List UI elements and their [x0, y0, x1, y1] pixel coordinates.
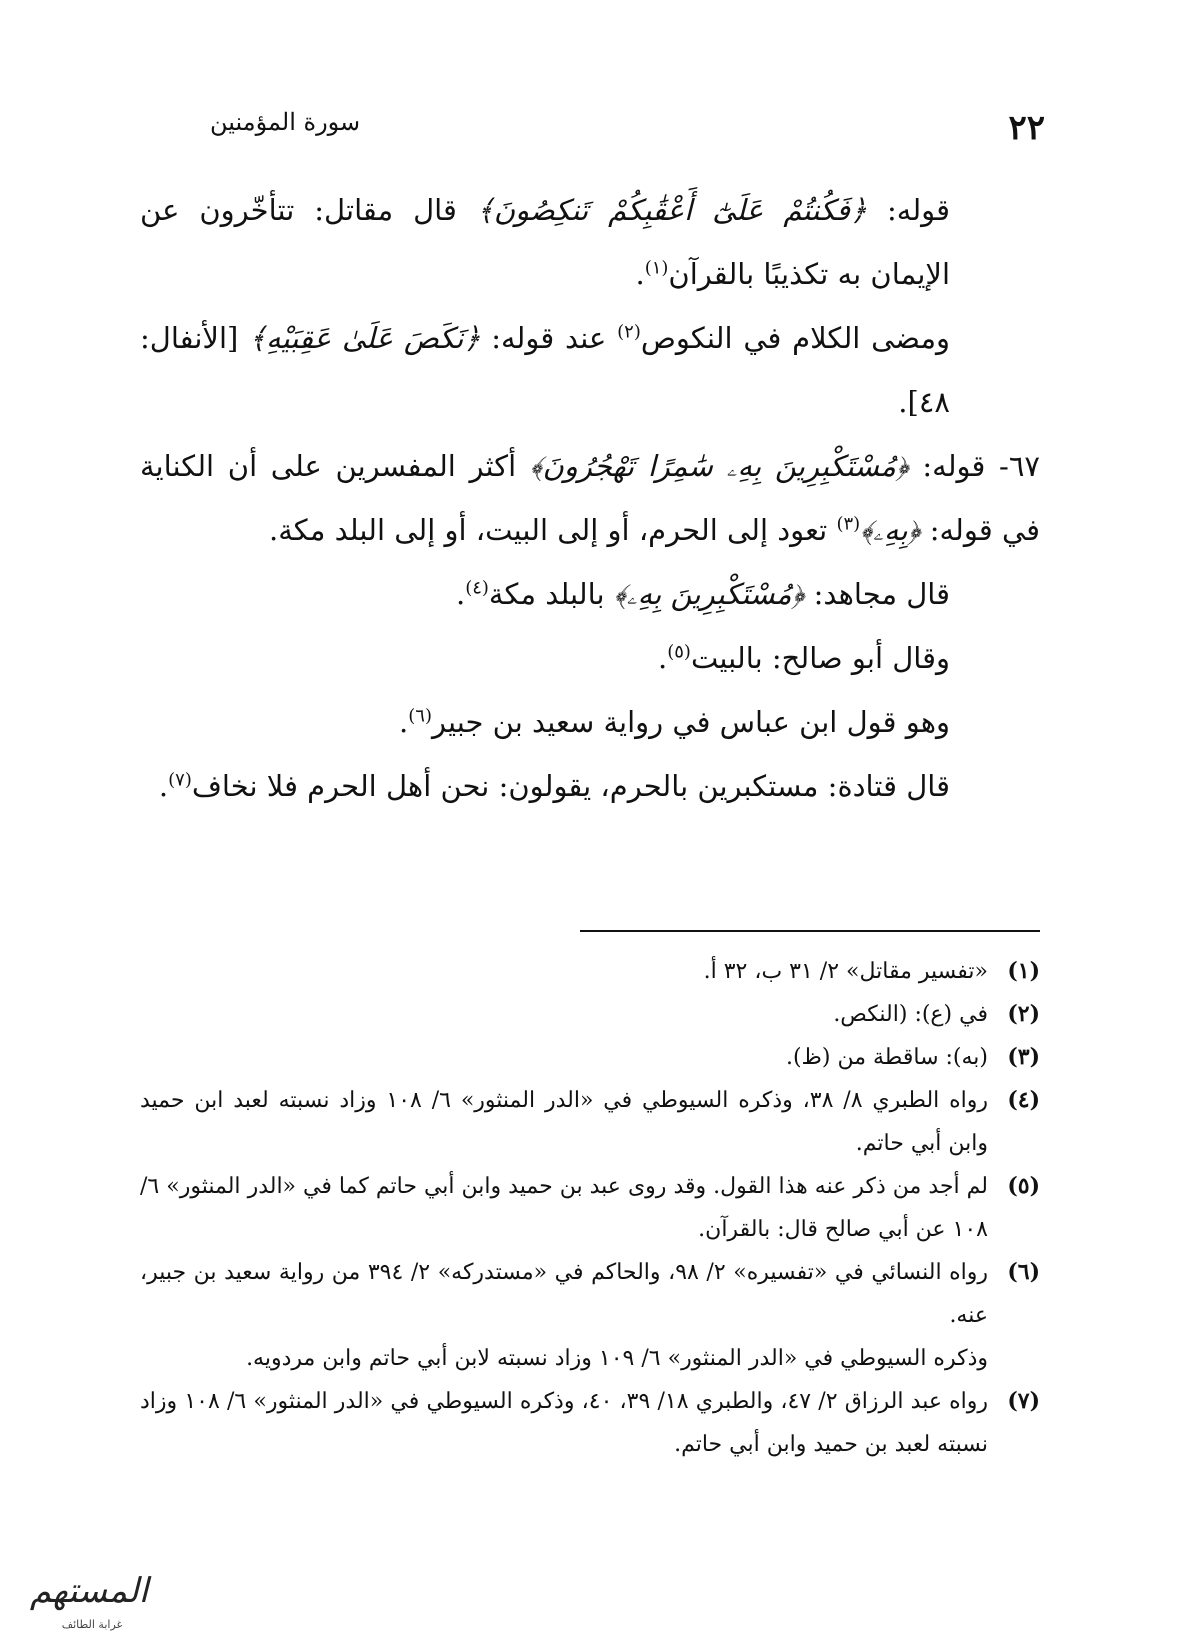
footnote-text: رواه عبد الرزاق ٢/ ٤٧، والطبري ١٨/ ٣٩، ٤٠، وذكره السيوطي في «الدر المنثور» ٦/ ١٠٨ وزاد نسبته لعبد بن حميد وابن أبي حاتم.: [140, 1389, 989, 1457]
seal-logo-text: المستهم: [29, 1571, 149, 1611]
footnote-7: [140, 1380, 1040, 1466]
footnote-ref: (٤): [465, 577, 489, 599]
text-run: قال مقاتل: تتأخّرون عن الإيمان به تكذيبًا بالقرآن: [140, 193, 950, 291]
text-run: تعود إلى الحرم، أو إلى البيت، أو إلى البلد مكة.: [269, 513, 837, 547]
footnote-5: [140, 1165, 1040, 1251]
footnote-4: [140, 1079, 1040, 1165]
quran-quote: ﴿فَكُنتُمْ عَلَىٰٓ أَعْقَٰبِكُمْ تَنكِصُونَ﴾: [476, 193, 867, 227]
paragraph-4: [140, 562, 1040, 626]
text-run: ومضى الكلام في النكوص: [640, 321, 950, 355]
footnote-number: (١): [1007, 958, 1040, 984]
footnote-6-continuation: وذكره السيوطي في «الدر المنثور» ٦/ ١٠٩ وزاد نسبته لابن أبي حاتم وابن مردويه.: [246, 1346, 988, 1371]
footnote-2: [140, 993, 1040, 1036]
footnote-number: (٣): [1007, 1044, 1040, 1070]
quran-quote: ﴿نَكَصَ عَلَىٰ عَقِبَيْهِ﴾: [249, 321, 481, 355]
footnote-number: (٦): [1007, 1259, 1040, 1285]
paragraph-7: [140, 754, 1040, 818]
footnote-text: «تفسير مقاتل» ٢/ ٣١ ب، ٣٢ أ.: [703, 959, 988, 984]
paragraph-5: [140, 626, 1040, 690]
text-run: أكثر المفسرين على أن الكناية في قوله:: [140, 449, 1040, 547]
text-run: ٦٧- قوله:: [908, 449, 1040, 483]
text-run: قوله:: [867, 193, 950, 227]
paragraph-3: [140, 434, 1040, 562]
footnote-number: (٥): [1007, 1173, 1040, 1199]
quran-quote: ﴿مُسْتَكْبِرِينَ بِهِۦ سَٰمِرًا تَهْجُرُونَ﴾: [529, 449, 909, 483]
text-run: .: [635, 257, 645, 291]
text-run: قال مجاهد:: [804, 577, 950, 611]
footnote-divider: [580, 930, 1040, 932]
footnote-number: (٢): [1007, 1001, 1040, 1027]
text-run: .: [158, 769, 169, 803]
text-run: .: [658, 641, 668, 675]
footnote-ref: (٦): [408, 705, 432, 727]
footnote-6: [140, 1251, 1040, 1337]
quran-quote: ﴿مُسْتَكْبِرِينَ بِهِۦ﴾: [613, 577, 805, 611]
text-run: [الأنفال: ٤٨].: [140, 321, 950, 419]
footnote-ref: (٧): [168, 769, 192, 791]
footnote-ref: (٥): [667, 641, 691, 663]
text-run: .: [399, 705, 409, 739]
paragraph-6: [140, 690, 1040, 754]
page-header: [140, 108, 1045, 158]
page-number: ٢٢: [1008, 108, 1045, 148]
footnote-text: في (ع): (النكص.: [833, 1002, 988, 1027]
seal-sub-text: غرابة الطائف: [61, 1618, 123, 1631]
text-run: .: [455, 577, 466, 611]
footnote-text: لم أجد من ذكر عنه هذا القول. وقد روى عبد بن حميد وابن أبي حاتم كما في «الدر المنثور» ٦/ ١٠٨ عن أبي صالح قال: بالقرآن.: [140, 1174, 988, 1242]
footnote-ref: (٣): [836, 513, 861, 535]
footnote-1: [140, 950, 1040, 993]
text-run: بالبلد مكة: [488, 577, 614, 611]
footnote-ref: (١): [644, 257, 669, 279]
text-run: وهو قول ابن عباس في رواية سعيد بن جبير: [432, 705, 950, 739]
paragraph-1: [140, 178, 1040, 306]
text-run: وقال أبو صالح: بالبيت: [690, 641, 950, 675]
paragraph-2: [140, 306, 1040, 434]
main-text: [140, 178, 1040, 818]
footnote-ref: (٢): [617, 321, 641, 343]
publisher-seal-logo: [14, 1560, 164, 1638]
footnote-text: رواه النسائي في «تفسيره» ٢/ ٩٨، والحاكم في «مستدركه» ٢/ ٣٩٤ من رواية سعيد بن جبير، عنه.: [140, 1260, 989, 1328]
footnote-number: (٤): [1007, 1087, 1040, 1113]
footnote-text: (به): ساقطة من (ظ).: [785, 1045, 988, 1070]
footnote-3: [140, 1036, 1040, 1079]
footnotes: [140, 950, 1040, 1466]
quran-quote: ﴿بِهِۦ﴾: [860, 513, 921, 547]
footnote-text: رواه الطبري ٨/ ٣٨، وذكره السيوطي في «الدر المنثور» ٦/ ١٠٨ وزاد نسبته لعبد ابن حميد وابن أبي حاتم.: [140, 1088, 989, 1156]
text-run: عند قوله:: [480, 321, 618, 355]
text-run: قال قتادة: مستكبرين بالحرم، يقولون: نحن أهل الحرم فلا نخاف: [191, 769, 950, 803]
footnote-number: (٧): [1007, 1388, 1040, 1414]
running-title: سورة المؤمنين: [210, 108, 361, 136]
